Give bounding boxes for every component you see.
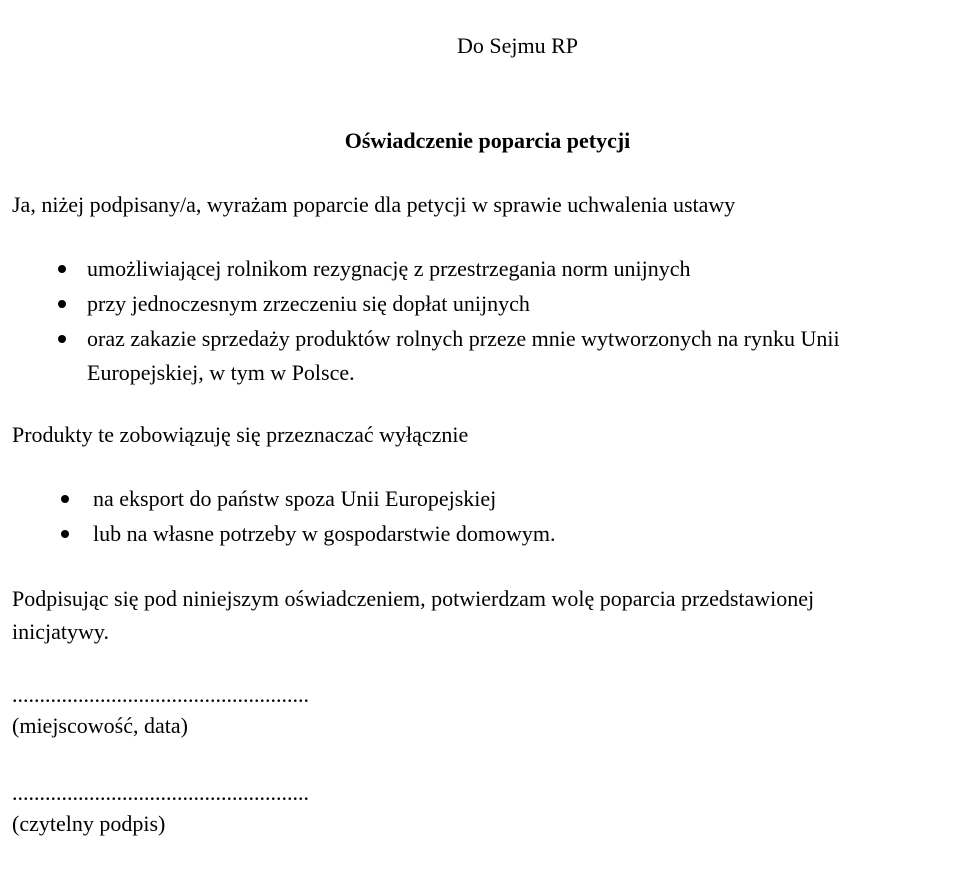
bullet-icon bbox=[58, 335, 66, 343]
list-item-text: umożliwiającej rolnikom rezygnację z przestrzegania norm unijnych bbox=[87, 256, 691, 281]
document-title bbox=[0, 124, 979, 158]
signature-line: ...................................................... bbox=[12, 780, 309, 805]
paragraph-3-continued: inicjatywy. bbox=[12, 619, 109, 644]
place-date-line: ...................................................... bbox=[12, 682, 309, 707]
place-date-label: (miejscowość, data) bbox=[12, 713, 188, 738]
list-item-text: lub na własne potrzeby w gospodarstwie domowym. bbox=[93, 521, 556, 546]
list-item-text: przy jednoczesnym zrzeczeniu się dopłat unijnych bbox=[87, 291, 530, 316]
bullet-icon bbox=[58, 300, 66, 308]
bullet-icon bbox=[58, 265, 66, 273]
list-item-text: oraz zakazie sprzedaży produktów rolnych przeze mnie wytworzonych na rynku Unii bbox=[87, 326, 840, 351]
paragraph-3: Podpisując się pod niniejszym oświadczeniem, potwierdzam wolę poparcia przedstawionej bbox=[12, 586, 815, 611]
list-item-text: na eksport do państw spoza Unii Europejskiej bbox=[93, 486, 497, 511]
intro-paragraph: Ja, niżej podpisany/a, wyrażam poparcie dla petycji w sprawie uchwalenia ustawy bbox=[12, 192, 736, 217]
document-title-text: Oświadczenie poparcia petycji bbox=[344, 128, 631, 153]
bullet-icon bbox=[61, 495, 69, 503]
paragraph-2: Produkty te zobowiązuję się przeznaczać wyłącznie bbox=[12, 422, 469, 447]
list-item-text-continued: Europejskiej, w tym w Polsce. bbox=[87, 360, 355, 385]
bullet-icon bbox=[61, 530, 69, 538]
addressee: Do Sejmu RP bbox=[457, 33, 579, 58]
signature-label: (czytelny podpis) bbox=[12, 811, 166, 836]
